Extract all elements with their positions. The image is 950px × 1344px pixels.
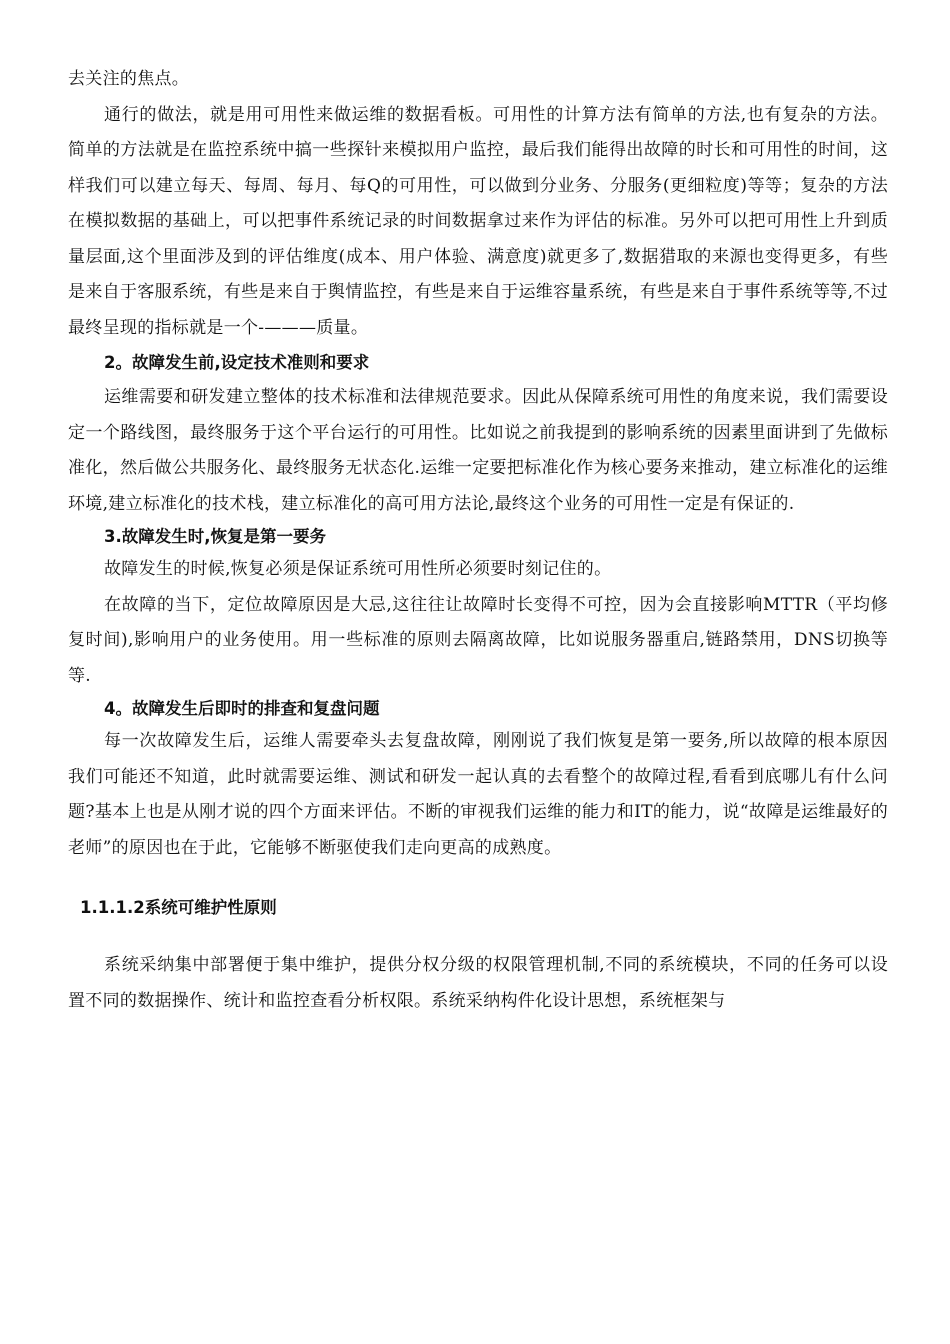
heading-after-failure: 4。故障发生后即时的排查和复盘问题 bbox=[104, 699, 380, 718]
paragraph-isolate-failure: 在故障的当下，定位故障原因是大忌,这往往让故障时长变得不可控，因为会直接影响MTTR（平均修复时间),影响用户的业务使用。用一些标准的原则去隔离故障，比如说服务器重启,链路禁用，DNS切换等等. bbox=[68, 594, 888, 686]
paragraph-usability: 通行的做法，就是用可用性来做运维的数据看板。可用性的计算方法有简单的方法,也有复杂的方法。简单的方法就是在监控系统中搞一些探针来模拟用户监控，最后我们能得出故障的时长和可用性的时间，这样我们可以建立每天、每周、每月、每Q的可用性，可以做到分业务、分服务(更细粒度)等等；复杂的方法在模拟数据的基础上，可以把事件系统记录的时间数据拿过来作为评估的标准。另外可以把可用性上升到质量层面,这个里面涉及到的评估维度(成本、用户体验、满意度)就更多了,数据猎取的来源也变得更多，有些是来自于客服系统，有些是来自于舆情监控，有些是来自于运维容量系统，有些是来自于事件系统等等,不过最终呈现的指标就是一个-———质量。 bbox=[68, 104, 888, 338]
paragraph-technical-standards: 运维需要和研发建立整体的技术标准和法律规范要求。因此从保障系统可用性的角度来说，我们需要设定一个路线图，最终服务于这个平台运行的可用性。比如说之前我提到的影响系统的因素里面讲到了先做标准化，然后做公共服务化、最终服务无状态化.运维一定要把标准化作为核心要务来推动，建立标准化的运维环境,建立标准化的技术栈，建立标准化的高可用方法论,最终这个业务的可用性一定是有保证的. bbox=[68, 387, 888, 514]
paragraph-continuation: 去关注的焦点。 bbox=[68, 69, 190, 89]
document-page bbox=[68, 62, 888, 1019]
heading-during-failure: 3.故障发生时,恢复是第一要务 bbox=[104, 527, 327, 546]
section-title-maintainability: 1.1.1.2系统可维护性原则 bbox=[80, 898, 277, 917]
paragraph-maintainability: 系统采纳集中部署便于集中维护，提供分权分级的权限管理机制,不同的系统模块，不同的任务可以设置不同的数据操作、统计和监控查看分析权限。系统采纳构件化设计思想，系统框架与 bbox=[68, 955, 888, 1011]
paragraph-postmortem: 每一次故障发生后，运维人需要牵头去复盘故障，刚刚说了我们恢复是第一要务,所以故障的根本原因我们可能还不知道，此时就需要运维、测试和研发一起认真的去看整个的故障过程,看看到底哪儿有什么问题?基本上也是从刚才说的四个方面来评估。不断的审视我们运维的能力和IT的能力，说“故障是运维最好的老师”的原因也在于此，它能够不断驱使我们走向更高的成熟度。 bbox=[68, 731, 888, 858]
paragraph-recovery-first: 故障发生的时候,恢复必须是保证系统可用性所必须要时刻记住的。 bbox=[104, 559, 612, 579]
heading-before-failure: 2。故障发生前,设定技术准则和要求 bbox=[104, 353, 370, 372]
